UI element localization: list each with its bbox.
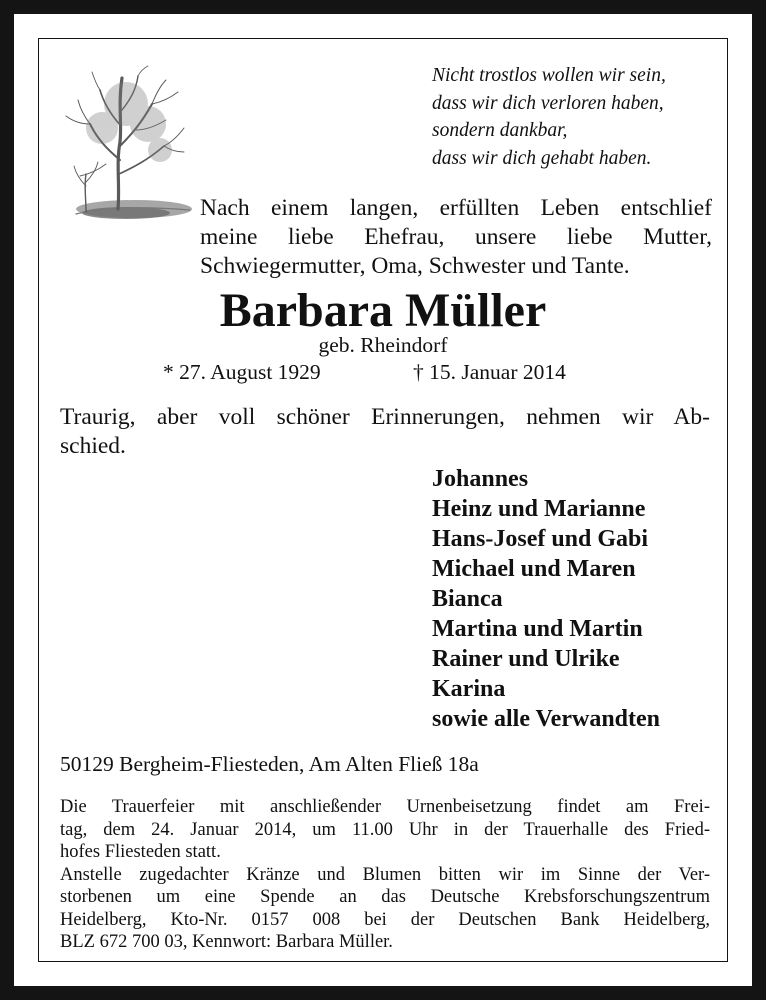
family-member: Johannes xyxy=(432,466,529,492)
poem-line: dass wir dich gehabt haben. xyxy=(432,147,652,169)
poem-line: dass wir dich verloren haben, xyxy=(432,92,664,114)
notes-line: Die Trauerfeier mit anschließender Urnenbeisetzung findet am Frei- xyxy=(60,797,710,817)
notes-line: storbenen um eine Spende an das Deutsche Krebsforschungszentrum xyxy=(60,887,710,907)
notes-line: BLZ 672 700 03, Kennwort: Barbara Müller. xyxy=(60,932,393,952)
notes-line: hofes Fliesteden statt. xyxy=(60,842,221,862)
family-member: Heinz und Marianne xyxy=(432,496,646,522)
intro-line: Nach einem langen, erfüllten Leben entschlief xyxy=(200,195,712,221)
birth-name: geb. Rheindorf xyxy=(318,333,448,357)
mourning-line: Traurig, aber voll schöner Erinnerungen, nehmen wir Ab- xyxy=(60,404,710,430)
notes-line: tag, dem 24. Januar 2014, um 11.00 Uhr in der Trauerhalle des Fried- xyxy=(60,819,710,840)
poem-line: sondern dankbar, xyxy=(432,120,568,141)
family-member: Bianca xyxy=(432,586,503,612)
family-member: Michael und Maren xyxy=(432,556,636,582)
mourning-line: schied. xyxy=(60,433,126,459)
poem-line: Nicht trostlos wollen wir sein, xyxy=(432,65,666,86)
intro-line: Schwiegermutter, Oma, Schwester und Tante. xyxy=(200,253,630,279)
mourning-text xyxy=(60,403,710,461)
intro-line: meine liebe Ehefrau, unsere liebe Mutter, xyxy=(200,224,712,250)
life-dates xyxy=(163,358,566,386)
family-member: sowie alle Verwandten xyxy=(432,706,660,732)
poem xyxy=(432,62,666,172)
intro-text xyxy=(200,194,712,281)
family-member: Hans-Josef und Gabi xyxy=(432,526,649,552)
notes-line: Heidelberg, Kto-Nr. 0157 008 bei der Deutschen Bank Heidelberg, xyxy=(60,909,710,930)
deceased-name: Barbara Müller xyxy=(219,284,547,337)
address: 50129 Bergheim-Fliesteden, Am Alten Fließ 18a xyxy=(60,752,479,776)
family-member: Karina xyxy=(432,676,506,702)
family-list xyxy=(432,464,660,734)
notes-line: Anstelle zugedachter Kränze und Blumen bitten wir im Sinne der Ver- xyxy=(60,864,710,885)
birth-date: * 27. August 1929 xyxy=(163,360,321,384)
funeral-notes xyxy=(60,796,710,954)
death-date: † 15. Januar 2014 xyxy=(413,360,566,384)
family-member: Rainer und Ulrike xyxy=(432,646,620,672)
bare-tree-icon xyxy=(56,64,192,226)
family-member: Martina und Martin xyxy=(432,616,643,642)
